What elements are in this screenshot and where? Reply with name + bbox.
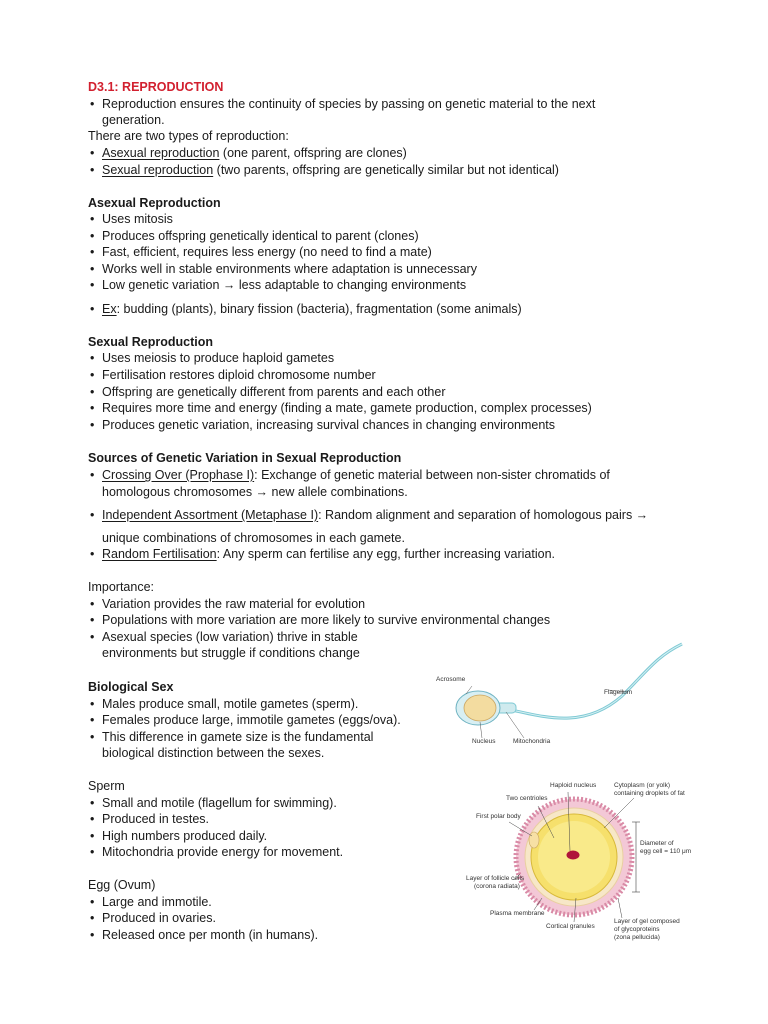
follicle-label-1: Layer of follicle cells [466, 875, 525, 882]
polar-body-shape [529, 832, 539, 848]
plasma-membrane-label: Plasma membrane [490, 910, 545, 917]
sperm-diagram [432, 636, 692, 752]
flagellum-label: Flagellum [604, 689, 633, 696]
zona-label-2: of glycoproteins [614, 926, 660, 933]
section-heading: Importance: [88, 580, 155, 594]
zona-label-1: Layer of gel composed [614, 918, 680, 925]
flagellum-shape [502, 644, 682, 718]
follicle-label-2: (corona radiata) [474, 883, 520, 890]
two-centrioles-label: Two centrioles [506, 795, 548, 802]
page-title: D3.1: REPRODUCTION [88, 80, 224, 94]
list-item-continuation: homologous chromosomes → new allele combinations. [102, 485, 408, 499]
haploid-nucleus-shape [567, 851, 580, 860]
zona-label-3: (zona pellucida) [614, 934, 660, 941]
sperm-illustration [432, 636, 692, 752]
haploid-nucleus-label: Haploid nucleus [550, 782, 597, 789]
nucleus-label: Nucleus [472, 738, 496, 745]
acrosome-label: Acrosome [436, 676, 466, 683]
section-heading: Biological Sex [88, 680, 174, 694]
diameter-label-1: Diameter of [640, 840, 674, 847]
first-polar-body-label: First polar body [476, 813, 521, 820]
list-item-continuation: environments but struggle if conditions change [102, 646, 360, 660]
cortical-granules-label: Cortical granules [546, 923, 595, 930]
section-heading: Sexual Reproduction [88, 335, 214, 349]
list-item-continuation: generation. [102, 113, 165, 127]
mitochondria-label: Mitochondria [513, 738, 551, 745]
cytoplasm-label-2: containing droplets of fat [614, 790, 685, 797]
section-heading: Sources of Genetic Variation in Sexual Reproduction [88, 451, 402, 465]
page: D3.1: REPRODUCTION Reproduction ensures the continuity of species by passing on genetic material to the next generation. There are two types of reproduction: Asexual reproduction (one parent, offspring are clones) Sexual reproduction (two parents, offspring are genetically similar but not identical) Asexual Reproduction Uses mitosis Produces offspring genetically identical to parent (clones) Fast, efficient, requires less energy (no need to find a mate) Works well in stable environments where adaptation is unnecessary Low genetic variation → less adaptable to changing environments Ex: budding (plants), binary fission (bacteria), fragmentation (some animals) Sexual Reproduction Uses meiosis to produce haploid gametes Fertilisation restores diploid chromosome number Offspring are genetically different from parents and each other Requires more time and energy (finding a mate, gamete production, complex processes) Produces genetic variation, increasing survival chances in changing environments Sources of Genetic Variation in Sexual Reproduction Crossing Over (Prophase I): Exchange of genetic material between non-sister chromatids of homologous chromosomes → new allele combinations. Independent Assortment (Metaphase I): Random alignment and separation of homologous pairs → unique combinations of chromosomes in each gamete. Random Fertilisation: Any sperm can fertilise any egg, further increasing variation. Importance: Variation provides the raw material for evolution Populations with more variation are more likely to survive environmental changes Asexual species (low variation) thrive in stable environments but struggle if conditions change Biological Sex Males produce small, motile gametes (sperm). Females produce large, immotile gametes (eggs/ova). This difference in gamete size is the fundamental biological distinction between the sexes. Sperm Small and motile (flagellum for swimming). Produced in testes. High numbers produced daily. Mitochondria provide energy for movement. Egg (Ovum) Large and immotile. Produced in ovaries. Released once per month (in humans). Acrosome Flagellum Nucleus Mitochondria Haploid nucleus Cytoplasm (or yolk) containing droplets of fat Two centrioles First polar body Diameter of egg cell = 110 μm Layer of follicle cells (corona radiata) Plasma membrane Cortical granules Layer of gel composed of glycoproteins (zona pellucida) [0, 0, 768, 1024]
section-heading: Sperm [88, 779, 125, 793]
list-item-continuation: unique combinations of chromosomes in each gamete. [102, 531, 405, 545]
cytoplasm-label-1: Cytoplasm (or yolk) [614, 782, 670, 789]
sexual-term: Sexual reproduction [102, 163, 214, 177]
section-heading: Egg (Ovum) [88, 878, 156, 892]
diameter-label-2: egg cell = 110 μm [640, 848, 692, 855]
list-item-continuation: biological distinction between the sexes. [102, 746, 325, 760]
asexual-term: Asexual reproduction [102, 146, 220, 160]
nucleus-shape [464, 695, 496, 721]
section-heading: Asexual Reproduction [88, 196, 221, 210]
flagellum-highlight [502, 644, 682, 718]
egg-diagram [464, 778, 694, 946]
types-lead: There are two types of reproduction: [88, 129, 289, 143]
